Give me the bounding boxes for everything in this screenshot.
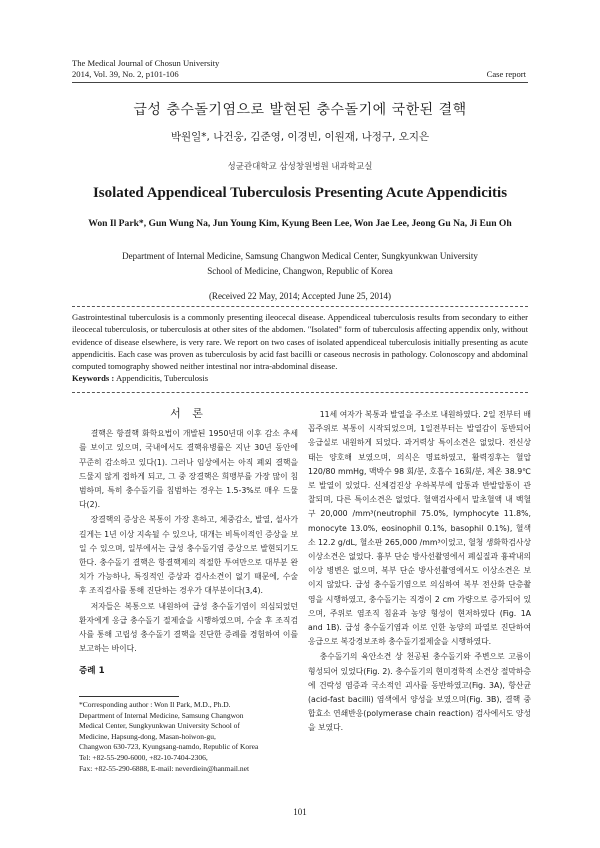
article-type: Case report	[486, 69, 526, 79]
footnote-line-5: Changwon 630-723, Kyungsang-namdo, Republic of Korea	[79, 742, 259, 752]
right-column	[308, 408, 531, 737]
journal-info	[72, 58, 219, 80]
footnote-line-7: Fax: +82-55-290-6888, E-mail: neverdiein@hanmail.net	[79, 763, 250, 773]
intro-paragraph-3: 저자들은 복통으로 내원하여 급성 충수돌기염이 의심되었던 환자에게 응급 충수돌기 절제술을 시행하였으며, 수술 후 조직검사를 통해 고립성 충수돌기 결핵을 진단한 증례를 경험하여 이를 보고하는 바이다.	[79, 601, 298, 654]
footnote-line-3: Medical Center, Sungkyunkwan University School of	[79, 721, 240, 731]
journal-issue: 2014, Vol. 39, No. 2, p101-106	[72, 69, 179, 79]
affiliation-line-2: School of Medicine, Changwon, Republic of Korea	[207, 266, 393, 276]
korean-authors: 박원일*, 나건웅, 김준영, 이경빈, 이원재, 나정구, 오지은	[170, 131, 430, 143]
abstract-top-rule	[72, 306, 528, 307]
footnote-rule	[79, 696, 179, 697]
abstract-bottom-rule	[72, 392, 528, 393]
left-column	[79, 407, 298, 679]
korean-title: 급성 충수돌기염으로 발현된 충수돌기에 국한된 결핵	[133, 102, 467, 118]
keywords-value: Appendicitis, Tuberculosis	[115, 373, 209, 384]
abstract	[72, 311, 528, 385]
english-authors: Won Il Park*, Gun Wung Na, Jun Young Kim, Kyung Been Lee, Won Jae Lee, Jeong Gu Na, Ji Eun Oh	[88, 218, 512, 229]
page-number: 101	[293, 807, 307, 817]
journal-name: The Medical Journal of Chosun University	[72, 58, 220, 68]
footnote-line-4: Medicine, Hapsung-dong, Masan-hoiwon-gu,	[79, 731, 216, 741]
case-paragraph-1: 11세 여자가 복통과 발열을 주소로 내원하였다. 2일 전부터 배꼽주위로 복통이 시작되었으며, 1일전부터는 발열감이 동반되어 응급실로 내원하게 되었다. 과거력상 특이소견은 없었다. 전신상태는 양호해 보였으며, 의식은 명료하였고, 활력징후는 혈압 120/80 mmHg, 맥박수 98 회/분, 호흡수 16회/분, 체온 38.9℃로 발열이 있었다. 신체검진상 우하복부에 압통과 반발압통이 관찰되며, 다른 특이소견은 없었다. 혈액검사에서 말초혈액 내 백혈구 20,000 /mm³(neutrophil 75.0%, lymphocyte 11.8%, monocyte 13.0%, eosinophil 0.1%, basophil 0.1%), 혈색소 12.2 g/dL, 혈소판 265,000 /mm³이었고, 혈청 생화학검사상 이상소견은 없었다. 흉부 단순 방사선촬영에서 폐실질과 흉곽내의 이상 병변은 없으며, 복부 단순 방사선촬영에서도 이상소견은 보이지 않았다. 급성 충수돌기염으로 의심하여 복부 전산화 단층촬영을 시행하였고, 충수돌기는 직경이 2 cm 가량으로 증가되어 있으며, 주위로 염조직 침윤과 농양 형성이 현저하였다 (Fig. 1A and 1B). 급성 충수돌기염과 이로 인한 농양의 파열로 진단하여 응급으로 복강경보조하 충수돌기절제술을 시행하였다.	[308, 410, 531, 647]
english-affiliation	[0, 249, 600, 279]
footnote-line-1: *Corresponding author : Won Il Park, M.D., Ph.D.	[79, 700, 231, 709]
abstract-text: Gastrointestinal tuberculosis is a commonly presenting ileocecal disease. Appendiceal tuberculosis results from secondary to either ileocecal tuberculosis, or tuberculosis at other sites of the abdomen. "Isolated" form of tuberculosis affecting appendix only, without evidence of disease elsewhere, is very rare. We report on two cases of isolated appendiceal tuberculosis initially presenting as acute appendicitis. Each case was proven as tuberculosis by acid fast bacilli or caseous necrosis in pathology. Colonoscopy and abdominal computed tomography showed neither intestinal nor intra-abdominal disease.	[72, 312, 528, 372]
footnote-line-2: Department of Internal Medicine, Samsung Changwon	[79, 710, 244, 720]
affiliation-line-1: Department of Internal Medicine, Samsung Changwon Medical Center, Sungkyunkwan University	[122, 251, 478, 261]
intro-paragraph-1: 결핵은 항결핵 화학요법이 개발된 1950년대 이후 감소 추세를 보이고 있으며, 국내에서도 결핵유병률은 지난 30년 동안에 꾸준히 감소하고 있다(1). 그러나 임상에서는 아직 폐외 결핵을 드물지 않게 접하게 되고, 그 중 장결핵은 희맹부를 가장 많이 침범하며, 특히 충수돌기를 침범하는 경우는 1.5-3%로 매우 드물다(2).	[79, 429, 298, 510]
intro-paragraph-2: 장결핵의 증상은 복통이 가장 흔하고, 체중감소, 발열, 설사가 길게는 1년 이상 지속될 수 있으나, 대개는 비특이적인 증상을 보일 수 있으며, 일부에서는 급성 충수돌기염 증상으로 발현되기도 한다. 충수돌기 결핵은 항결핵제의 적절한 투여만으로 대부분 완치가 가능하나, 특징적인 증상과 검사소견이 없기 때문에, 수술 후 조직검사를 통해 진단하는 경우가 대부분이다(3,4).	[79, 515, 298, 596]
case-paragraph-2: 충수돌기의 육안소견 상 천공된 충수돌기와 주변으로 고름이 형성되어 있었다(Fig. 2). 충수돌기의 현미경학적 소견상 절막하층에 건락성 염증과 국소적인 괴사를 동반하였고(Fig. 3A), 항산균(acid-fast bacilli) 염색에서 양성을 보였으며(Fig. 3B), 결핵 중합효소 연쇄반응(polymerase chain reaction) 검사에서도 양성을 보였다.	[308, 652, 531, 733]
korean-affiliation: 성균관대학교 삼성창원병원 내과학교실	[227, 162, 373, 172]
footnote-line-6: Tel: +82-55-290-6000, +82-10-7404-2306,	[79, 752, 208, 762]
intro-heading: 서 론	[170, 407, 207, 420]
keywords-label: Keywords :	[72, 373, 115, 384]
corresponding-author-footnote	[79, 700, 304, 774]
case-heading: 증례 1	[79, 666, 105, 677]
keywords	[72, 372, 528, 384]
header-rule	[72, 82, 528, 83]
received-dates: (Received 22 May, 2014; Accepted June 25, 2014)	[208, 291, 392, 301]
english-title: Isolated Appendiceal Tuberculosis Presenting Acute Appendicitis	[92, 185, 508, 201]
